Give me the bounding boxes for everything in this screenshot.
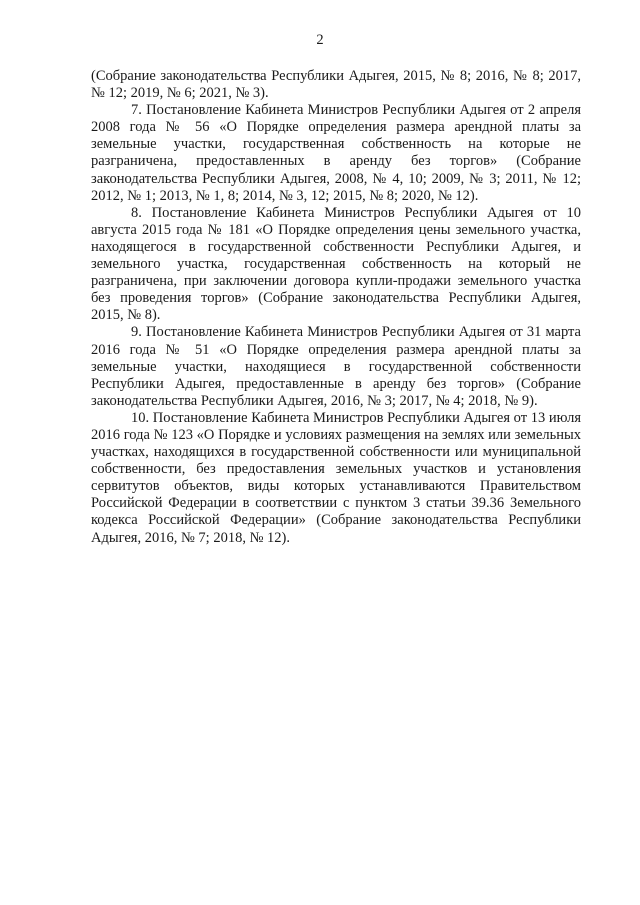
paragraph-item-9: 9. Постановление Кабинета Министров Республики Адыгея от 31 марта 2016 года № 51 «О Порядке определения размера арендной платы за земельные участки, находящиеся в государственной собственности Республики Адыгея, предоставленные в аренду без торгов» (Собрание законодательства Республики Адыгея, 2016, № 3; 2017, № 4; 2018, № 9). [91,324,581,409]
document-body [91,68,581,547]
paragraph-item-10: 10. Постановление Кабинета Министров Республики Адыгея от 13 июля 2016 года № 123 «О Порядке и условиях размещения на землях или земельных участках, находящихся в государственной собственности или муниципальной собственности, без предоставления земельных участков и установления сервитутов объектов, виды которых устанавливаются Правительством Российской Федерации в соответствии с пунктом 3 статьи 39.36 Земельного кодекса Российской Федерации» (Собрание законодательства Республики Адыгея, 2016, № 7; 2018, № 12). [91,409,581,546]
paragraph-continuation: (Собрание законодательства Республики Адыгея, 2015, № 8; 2016, № 8; 2017, № 12; 2019, № 6; 2021, № 3). [91,68,581,102]
paragraph-item-7: 7. Постановление Кабинета Министров Республики Адыгея от 2 апреля 2008 года № 56 «О Порядке определения размера арендной платы за земельные участки, государственная собственность на которые не разграничена, предоставленных в аренду без торгов» (Собрание законодательства Республики Адыгея, 2008, № 4, 10; 2009, № 3; 2011, № 12; 2012, № 1; 2013, № 1, 8; 2014, № 3, 12; 2015, № 8; 2020, № 12). [91,102,581,204]
page-number: 2 [316,32,324,48]
paragraph-item-8: 8. Постановление Кабинета Министров Республики Адыгея от 10 августа 2015 года № 181 «О Порядке определения цены земельного участка, находящегося в государственной собственности Республики Адыгея, и земельного участка, государственная собственность на который не разграничена, при заключении договора купли-продажи земельного участка без проведения торгов» (Собрание законодательства Республики Адыгея, 2015, № 8). [91,204,581,324]
